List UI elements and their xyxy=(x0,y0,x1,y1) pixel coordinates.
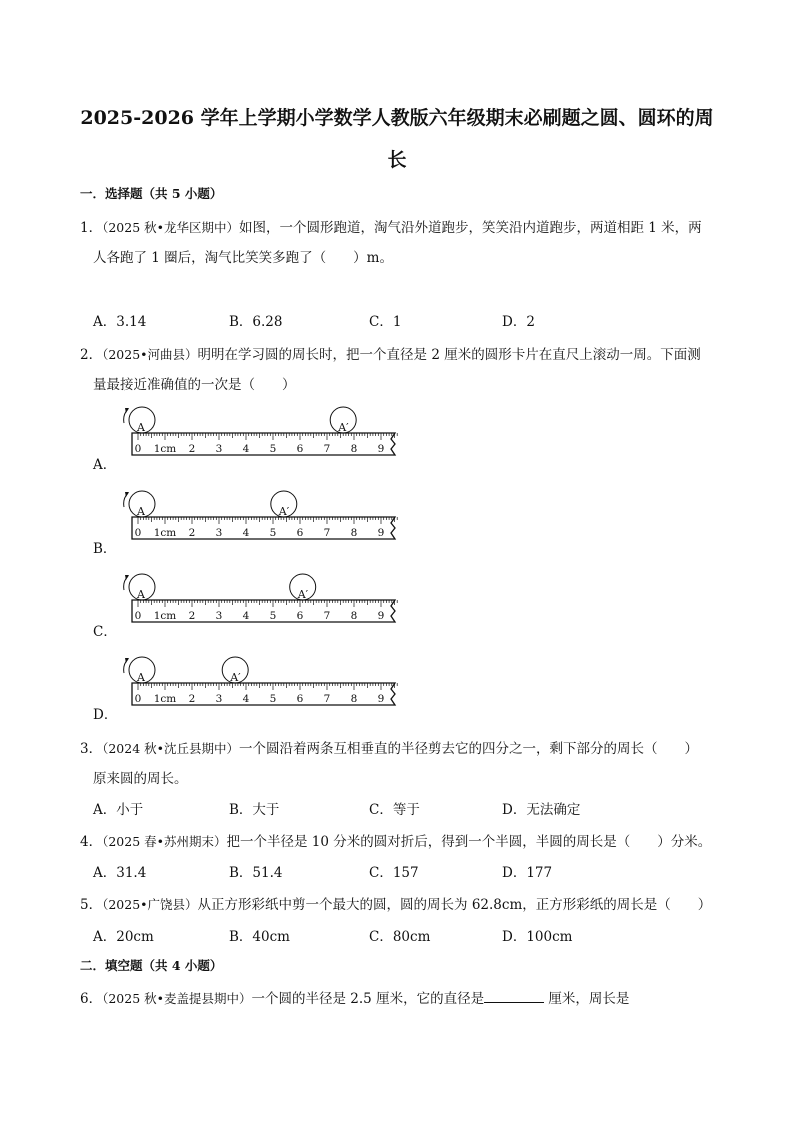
ruler-tick-label: 0 xyxy=(134,610,142,622)
ruler-tick-label: 6 xyxy=(296,693,304,705)
ruler-diagram-a xyxy=(110,400,410,470)
start-label: A xyxy=(137,671,145,684)
ruler-tick-label: 7 xyxy=(323,527,331,539)
option-c: C． xyxy=(93,624,117,640)
ruler-tick-label: 3 xyxy=(215,693,223,705)
ruler-tick-label: 7 xyxy=(323,693,331,705)
option-b: B．51.4 xyxy=(229,865,283,881)
ruler-tick-label: 9 xyxy=(377,610,385,622)
question-text: 明明在学习圆的周长时，把一个直径是 2 厘米的圆形卡片在直尺上滚动一周。下面测 xyxy=(197,347,701,363)
ruler-tick-label: 8 xyxy=(350,527,358,539)
question-5 xyxy=(80,893,711,913)
ruler-tick-label: 9 xyxy=(377,443,385,455)
question-source: （2024 秋•沈丘县期中） xyxy=(102,741,240,756)
question-number: 3． xyxy=(80,741,103,757)
ruler-tick-label: 3 xyxy=(215,610,223,622)
ruler-tick-label: 7 xyxy=(323,443,331,455)
start-label: A xyxy=(137,505,145,518)
ruler-diagram-c xyxy=(110,567,410,637)
question-6 xyxy=(80,987,629,1007)
option-a: A．3.14 xyxy=(93,314,147,330)
page-title-continued: 长 xyxy=(387,149,407,171)
question-source: （2025 春•苏州期末） xyxy=(102,834,227,849)
option-c: C．1 xyxy=(369,314,402,330)
question-3-continued: 原来圆的周长。 xyxy=(93,771,188,787)
ruler-diagram-b xyxy=(110,484,410,554)
ruler-tick-label: 7 xyxy=(323,610,331,622)
option-b: B．6.28 xyxy=(229,314,283,330)
option-a: A．20cm xyxy=(93,929,154,945)
ruler-tick-label: 2 xyxy=(188,693,196,705)
ruler-tick-label: 2 xyxy=(188,527,196,539)
question-source: （2025•河曲县） xyxy=(102,347,198,362)
question-2-continued: 量最接近准确值的一次是（ ） xyxy=(93,377,296,393)
question-number: 1． xyxy=(80,220,103,236)
option-b: B．大于 xyxy=(229,802,280,818)
start-label: A xyxy=(137,588,145,601)
ruler-tick-label: 6 xyxy=(296,443,304,455)
option-c: C．等于 xyxy=(369,802,420,818)
question-number: 2． xyxy=(80,347,103,363)
ruler-tick-label: 1cm xyxy=(153,693,177,705)
ruler-tick-label: 8 xyxy=(350,610,358,622)
option-a: A． xyxy=(93,457,117,473)
question-source: （2025•广饶县） xyxy=(102,897,198,912)
question-source: （2025 秋•麦盖提县期中） xyxy=(102,991,252,1006)
ruler-tick-label: 5 xyxy=(269,610,277,622)
question-number: 4． xyxy=(80,834,103,850)
question-text: 一个圆的半径是 2.5 厘米，它的直径是 xyxy=(251,991,485,1007)
ruler-tick-label: 1cm xyxy=(153,610,177,622)
ruler-tick-label: 4 xyxy=(242,443,250,455)
option-b: B．40cm xyxy=(229,929,290,945)
ruler-tick-label: 3 xyxy=(215,527,223,539)
ruler-tick-label: 2 xyxy=(188,443,196,455)
question-text: 如图，一个圆形跑道，淘气沿外道跑步，笑笑沿内道跑步，两道相距 1 米，两 xyxy=(239,220,702,236)
end-label: A′ xyxy=(297,588,309,601)
section-heading-fill-in: 二．填空题（共 4 小题） xyxy=(80,958,223,973)
option-d: D． xyxy=(93,707,118,723)
question-2 xyxy=(80,343,701,363)
option-a: A．31.4 xyxy=(93,865,147,881)
end-label: A′ xyxy=(338,421,349,434)
question-number: 5． xyxy=(80,897,103,913)
question-1-continued: 人各跑了 1 圈后，淘气比笑笑多跑了（ ）m。 xyxy=(93,250,393,266)
option-b: B． xyxy=(93,541,117,557)
ruler-tick-label: 3 xyxy=(215,443,223,455)
option-d: D．无法确定 xyxy=(502,802,581,818)
question-3 xyxy=(80,737,698,757)
end-label: A′ xyxy=(278,505,290,518)
option-c: C．157 xyxy=(369,865,419,881)
question-number: 6． xyxy=(80,991,103,1007)
ruler-tick-label: 5 xyxy=(269,443,277,455)
question-1 xyxy=(80,216,702,236)
question-4 xyxy=(80,830,711,850)
ruler-tick-label: 0 xyxy=(134,443,142,455)
option-d: D．177 xyxy=(502,865,553,881)
option-c: C．80cm xyxy=(369,929,431,945)
ruler-tick-label: 6 xyxy=(296,527,304,539)
ruler-tick-label: 5 xyxy=(269,527,277,539)
ruler-tick-label: 9 xyxy=(377,527,385,539)
ruler-tick-label: 5 xyxy=(269,693,277,705)
ruler-tick-label: 0 xyxy=(134,527,142,539)
ruler-tick-label: 1cm xyxy=(153,527,177,539)
ruler-tick-label: 4 xyxy=(242,610,250,622)
section-heading-choice: 一．选择题（共 5 小题） xyxy=(80,186,223,201)
ruler-tick-label: 9 xyxy=(377,693,385,705)
ruler-tick-label: 8 xyxy=(350,693,358,705)
start-label: A xyxy=(137,421,145,434)
ruler-tick-label: 0 xyxy=(134,693,142,705)
ruler-tick-label: 1cm xyxy=(153,443,177,455)
ruler-tick-label: 2 xyxy=(188,610,196,622)
option-d: D．100cm xyxy=(502,929,573,945)
question-source: （2025 秋•龙华区期中） xyxy=(102,220,240,235)
question-text: 把一个半径是 10 分米的圆对折后，得到一个半圆，半圆的周长是（ ）分米。 xyxy=(226,834,712,850)
answer-blank[interactable] xyxy=(484,988,544,1003)
ruler-tick-label: 4 xyxy=(242,693,250,705)
ruler-tick-label: 6 xyxy=(296,610,304,622)
option-d: D．2 xyxy=(502,314,535,330)
ruler-tick-label: 4 xyxy=(242,527,250,539)
ruler-diagram-d xyxy=(110,650,410,720)
page-title: 2025-2026 学年上学期小学数学人教版六年级期末必刷题之圆、圆环的周 xyxy=(80,107,714,129)
question-text-continued: 厘米，周长是 xyxy=(548,991,630,1007)
end-label: A′ xyxy=(230,671,241,684)
ruler-tick-label: 8 xyxy=(350,443,358,455)
option-a: A．小于 xyxy=(93,802,144,818)
question-text: 一个圆沿着两条互相垂直的半径剪去它的四分之一，剩下部分的周长（ ） xyxy=(239,741,699,757)
question-text: 从正方形彩纸中剪一个最大的圆，圆的周长为 62.8cm，正方形彩纸的周长是（ ） xyxy=(197,897,712,913)
